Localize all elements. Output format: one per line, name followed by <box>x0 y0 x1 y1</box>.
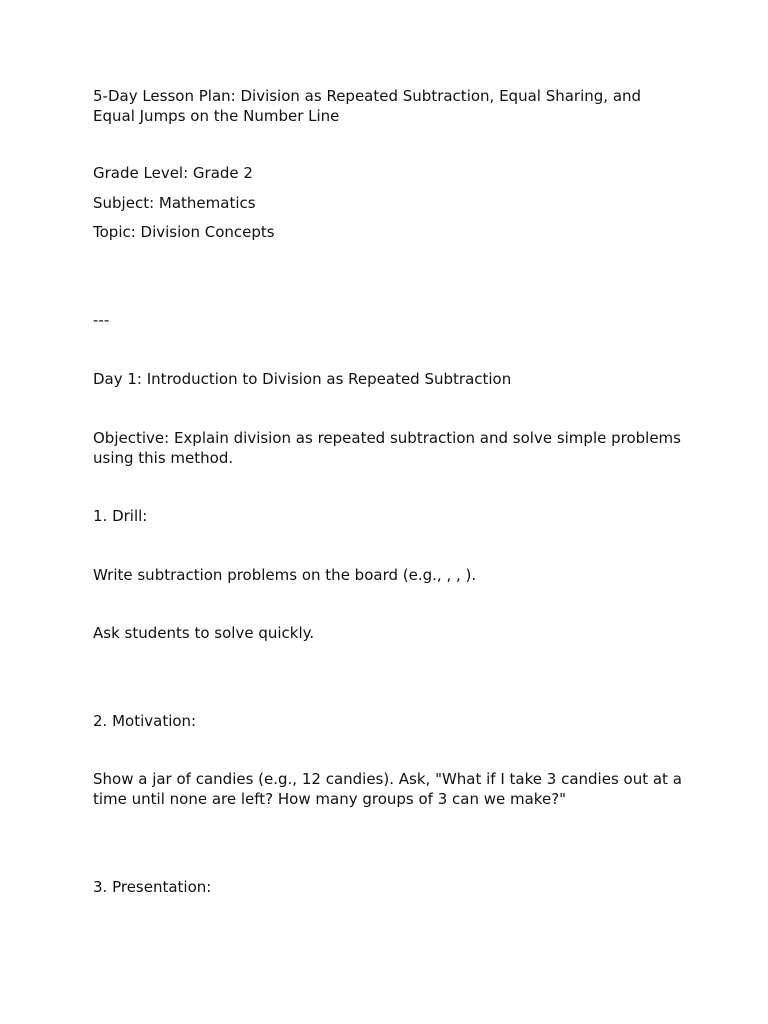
separator: --- <box>93 311 110 329</box>
subject: Subject: Mathematics <box>93 194 256 212</box>
step1-heading: 1. Drill: <box>93 507 148 525</box>
step1-line1: Write subtraction problems on the board (e.g., , , ). <box>93 566 477 584</box>
document-title: 5-Day Lesson Plan: Division as Repeated Subtraction, Equal Sharing, and Equal Jumps on the Number Line <box>93 87 642 125</box>
step2-text: Show a jar of candies (e.g., 12 candies). Ask, "What if I take 3 candies out at a time until none are left? How many groups of 3 can we make?" <box>93 770 682 808</box>
step3-heading: 3. Presentation: <box>93 878 212 896</box>
grade-level: Grade Level: Grade 2 <box>93 164 253 182</box>
objective: Objective: Explain division as repeated subtraction and solve simple problems using this method. <box>93 429 681 467</box>
step2-heading: 2. Motivation: <box>93 712 197 730</box>
step1-line2: Ask students to solve quickly. <box>93 624 315 642</box>
topic: Topic: Division Concepts <box>93 223 275 241</box>
day1-heading: Day 1: Introduction to Division as Repeated Subtraction <box>93 370 512 388</box>
